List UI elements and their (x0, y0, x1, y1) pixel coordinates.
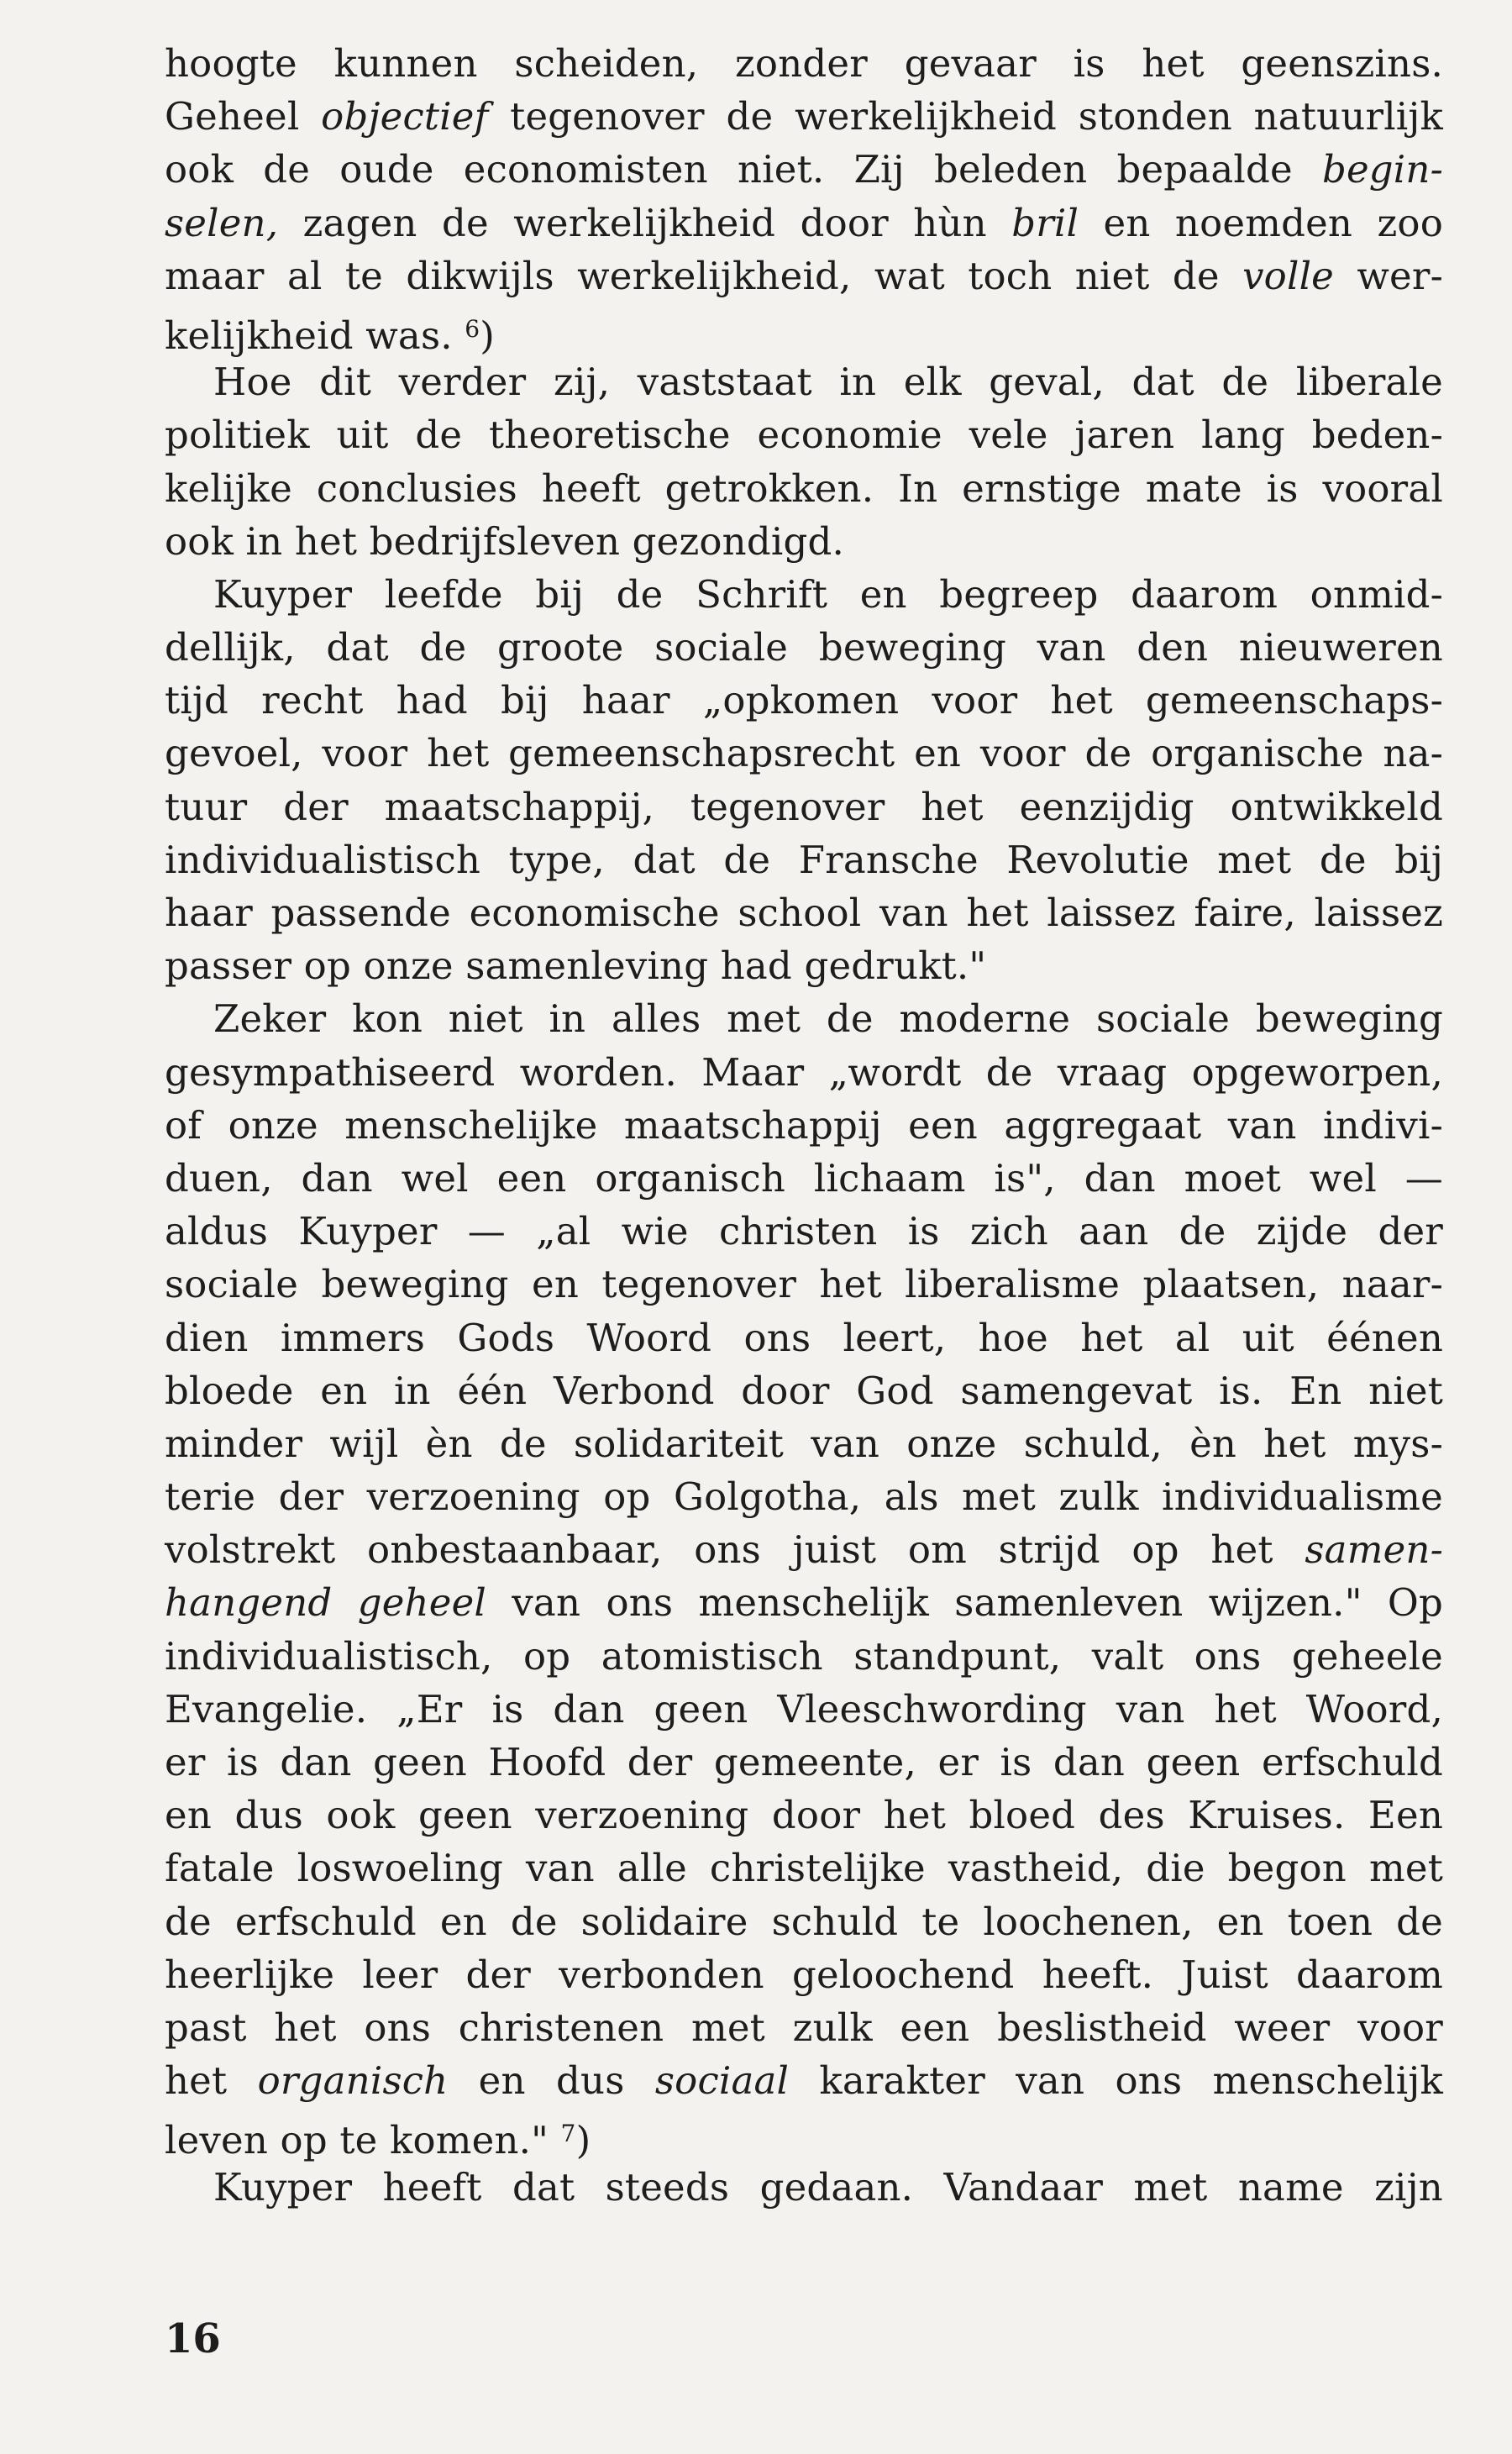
text-segment: aldus Kuyper — „al wie christen is zich aan de zijde der (165, 1209, 1443, 1254)
text-line (165, 1152, 1443, 1205)
text-line (165, 90, 1443, 143)
text-line (165, 408, 1443, 461)
text-line (165, 1523, 1443, 1576)
page-number: 16 (165, 2315, 221, 2362)
text-segment: individualistisch, op atomistisch standpunt, valt ons geheele (165, 1633, 1443, 1679)
text-segment: maar al te dikwijls werkelijkheid, wat toch niet de (165, 253, 1243, 298)
paragraph (165, 2161, 1443, 2214)
text-segment: politiek uit de theoretische economie vele jaren lang beden- (165, 413, 1443, 458)
text-segment: bloede en in één Verbond door God samengevat is. En niet (165, 1368, 1443, 1413)
text-segment: Evangelie. „Er is dan geen Vleeschwording van het Woord, (165, 1686, 1443, 1731)
text-line (165, 1630, 1443, 1683)
italic-text: sociaal (654, 2058, 790, 2104)
text-line (165, 568, 1443, 621)
text-segment: passer op onze samenleving had gedrukt." (165, 943, 987, 989)
text-segment: hoogte kunnen scheiden, zonder gevaar is het geenszins. (165, 41, 1443, 86)
text-line (165, 1683, 1443, 1736)
text-line (165, 886, 1443, 939)
text-line (165, 1046, 1443, 1099)
text-segment: ook in het bedrijfsleven gezondigd. (165, 518, 844, 564)
text-line (165, 1948, 1443, 2001)
paragraph (165, 568, 1443, 993)
text-line (165, 1895, 1443, 1948)
text-segment: haar passende economische school van het laissez faire, laissez (165, 891, 1443, 935)
text-segment: sociale beweging en tegenover het liberalisme plaatsen, naar- (165, 1262, 1443, 1307)
text-segment: volstrekt onbestaanbaar, ons juist om strijd op het (165, 1527, 1305, 1573)
text-line (165, 2107, 1443, 2163)
text-segment: kelijkheid was. (165, 313, 465, 358)
text-line (165, 462, 1443, 515)
text-segment: het (165, 2058, 258, 2104)
text-line (165, 515, 1443, 568)
text-line (165, 197, 1443, 250)
text-line (165, 1789, 1443, 1842)
text-line (165, 939, 1443, 992)
text-line (165, 833, 1443, 886)
text-line (165, 1417, 1443, 1470)
text-segment: Geheel (165, 94, 322, 139)
text-segment: fatale loswoeling van alle christelijke vastheid, die begon met (165, 1846, 1443, 1891)
text-line (165, 2001, 1443, 2054)
text-line (165, 250, 1443, 302)
italic-text: samen- (1305, 1527, 1443, 1573)
text-line (165, 621, 1443, 674)
text-segment: duen, dan wel een organisch lichaam is", dan moet wel — (165, 1155, 1443, 1201)
text-segment: individualistisch type, dat de Fransche Revolutie met de bij (165, 837, 1443, 882)
text-line (165, 2161, 1443, 2214)
text-segment: wer- (1334, 253, 1443, 298)
text-segment: heerlijke leer der verbonden geloochend heeft. Juist daarom (165, 1952, 1443, 1997)
text-segment: past het ons christenen met zulk een beslistheid weer voor (165, 2005, 1443, 2050)
text-line (165, 1205, 1443, 1258)
text-segment: zagen de werkelijkheid door hùn (278, 200, 1012, 245)
italic-text: begin- (1321, 147, 1443, 192)
text-segment: gevoel, voor het gemeenschapsrecht en voor de organische na- (165, 731, 1443, 776)
text-line (165, 1842, 1443, 1894)
text-line (165, 674, 1443, 727)
text-line (165, 1576, 1443, 1629)
text-line (165, 2054, 1443, 2107)
text-segment: tuur der maatschappij, tegenover het eenzijdig ontwikkeld (165, 784, 1443, 829)
text-line (165, 1258, 1443, 1311)
italic-text: selen, (165, 200, 279, 245)
paragraph (165, 992, 1443, 2163)
italic-text: volle (1242, 253, 1334, 298)
body-text (165, 37, 1443, 2214)
text-line (165, 355, 1443, 408)
italic-text: bril (1011, 200, 1079, 245)
text-segment: Kuyper heeft dat steeds gedaan. Vandaar met name zijn (213, 2164, 1443, 2210)
paragraph (165, 37, 1443, 358)
text-line (165, 1099, 1443, 1152)
text-segment: er is dan geen Hoofd der gemeente, er is dan geen erfschuld (165, 1740, 1443, 1784)
footnote-reference: 7 (560, 2120, 576, 2148)
text-segment: gesympathiseerd worden. Maar „wordt de vraag opgeworpen, (165, 1049, 1443, 1095)
text-segment: kelijke conclusies heeft getrokken. In ernstige mate is vooral (165, 465, 1443, 511)
text-segment: terie der verzoening op Golgotha, als met zulk individualisme (165, 1474, 1443, 1520)
text-line (165, 992, 1443, 1045)
text-line (165, 780, 1443, 833)
text-segment: en dus (448, 2058, 655, 2104)
text-segment: en noemden zoo (1079, 200, 1443, 245)
text-segment: de erfschuld en de solidaire schuld te loochenen, en toen de (165, 1899, 1443, 1944)
italic-text: hangend geheel (165, 1580, 486, 1626)
text-segment: Zeker kon niet in alles met de moderne sociale beweging (213, 996, 1443, 1042)
text-segment: ) (480, 313, 496, 358)
italic-text: organisch (257, 2058, 449, 2104)
text-segment: ) (575, 2118, 591, 2163)
text-line (165, 727, 1443, 780)
text-segment: karakter van ons menschelijk (789, 2058, 1443, 2104)
text-line (165, 37, 1443, 90)
paragraph (165, 355, 1443, 568)
text-segment: minder wijl èn de solidariteit van onze schuld, èn het mys- (165, 1421, 1443, 1466)
text-line (165, 143, 1443, 196)
text-segment: en dus ook geen verzoening door het bloed des Kruises. Een (165, 1793, 1443, 1838)
text-line (165, 302, 1443, 358)
text-segment: leven op te komen." (165, 2118, 561, 2163)
text-segment: van ons menschelijk samenleven wijzen." Op (486, 1580, 1443, 1626)
text-line (165, 1736, 1443, 1789)
text-segment: ook de oude economisten niet. Zij beleden bepaalde (165, 147, 1322, 192)
text-segment: tegenover de werkelijkheid stonden natuurlijk (488, 94, 1443, 139)
footnote-reference: 6 (465, 314, 480, 343)
text-line (165, 1364, 1443, 1417)
text-segment: Kuyper leefde bij de Schrift en begreep daarom onmid- (213, 571, 1443, 617)
italic-text: objectief (321, 94, 489, 139)
text-segment: dien immers Gods Woord ons leert, hoe het al uit éénen (165, 1315, 1443, 1360)
text-segment: tijd recht had bij haar „opkomen voor het gemeenschaps- (165, 678, 1443, 723)
text-line (165, 1311, 1443, 1364)
text-segment: of onze menschelijke maatschappij een aggregaat van indivi- (165, 1102, 1443, 1148)
text-segment: Hoe dit verder zij, vaststaat in elk geval, dat de liberale (213, 360, 1443, 405)
text-line (165, 1470, 1443, 1523)
text-segment: dellijk, dat de groote sociale beweging van den nieuweren (165, 625, 1443, 670)
